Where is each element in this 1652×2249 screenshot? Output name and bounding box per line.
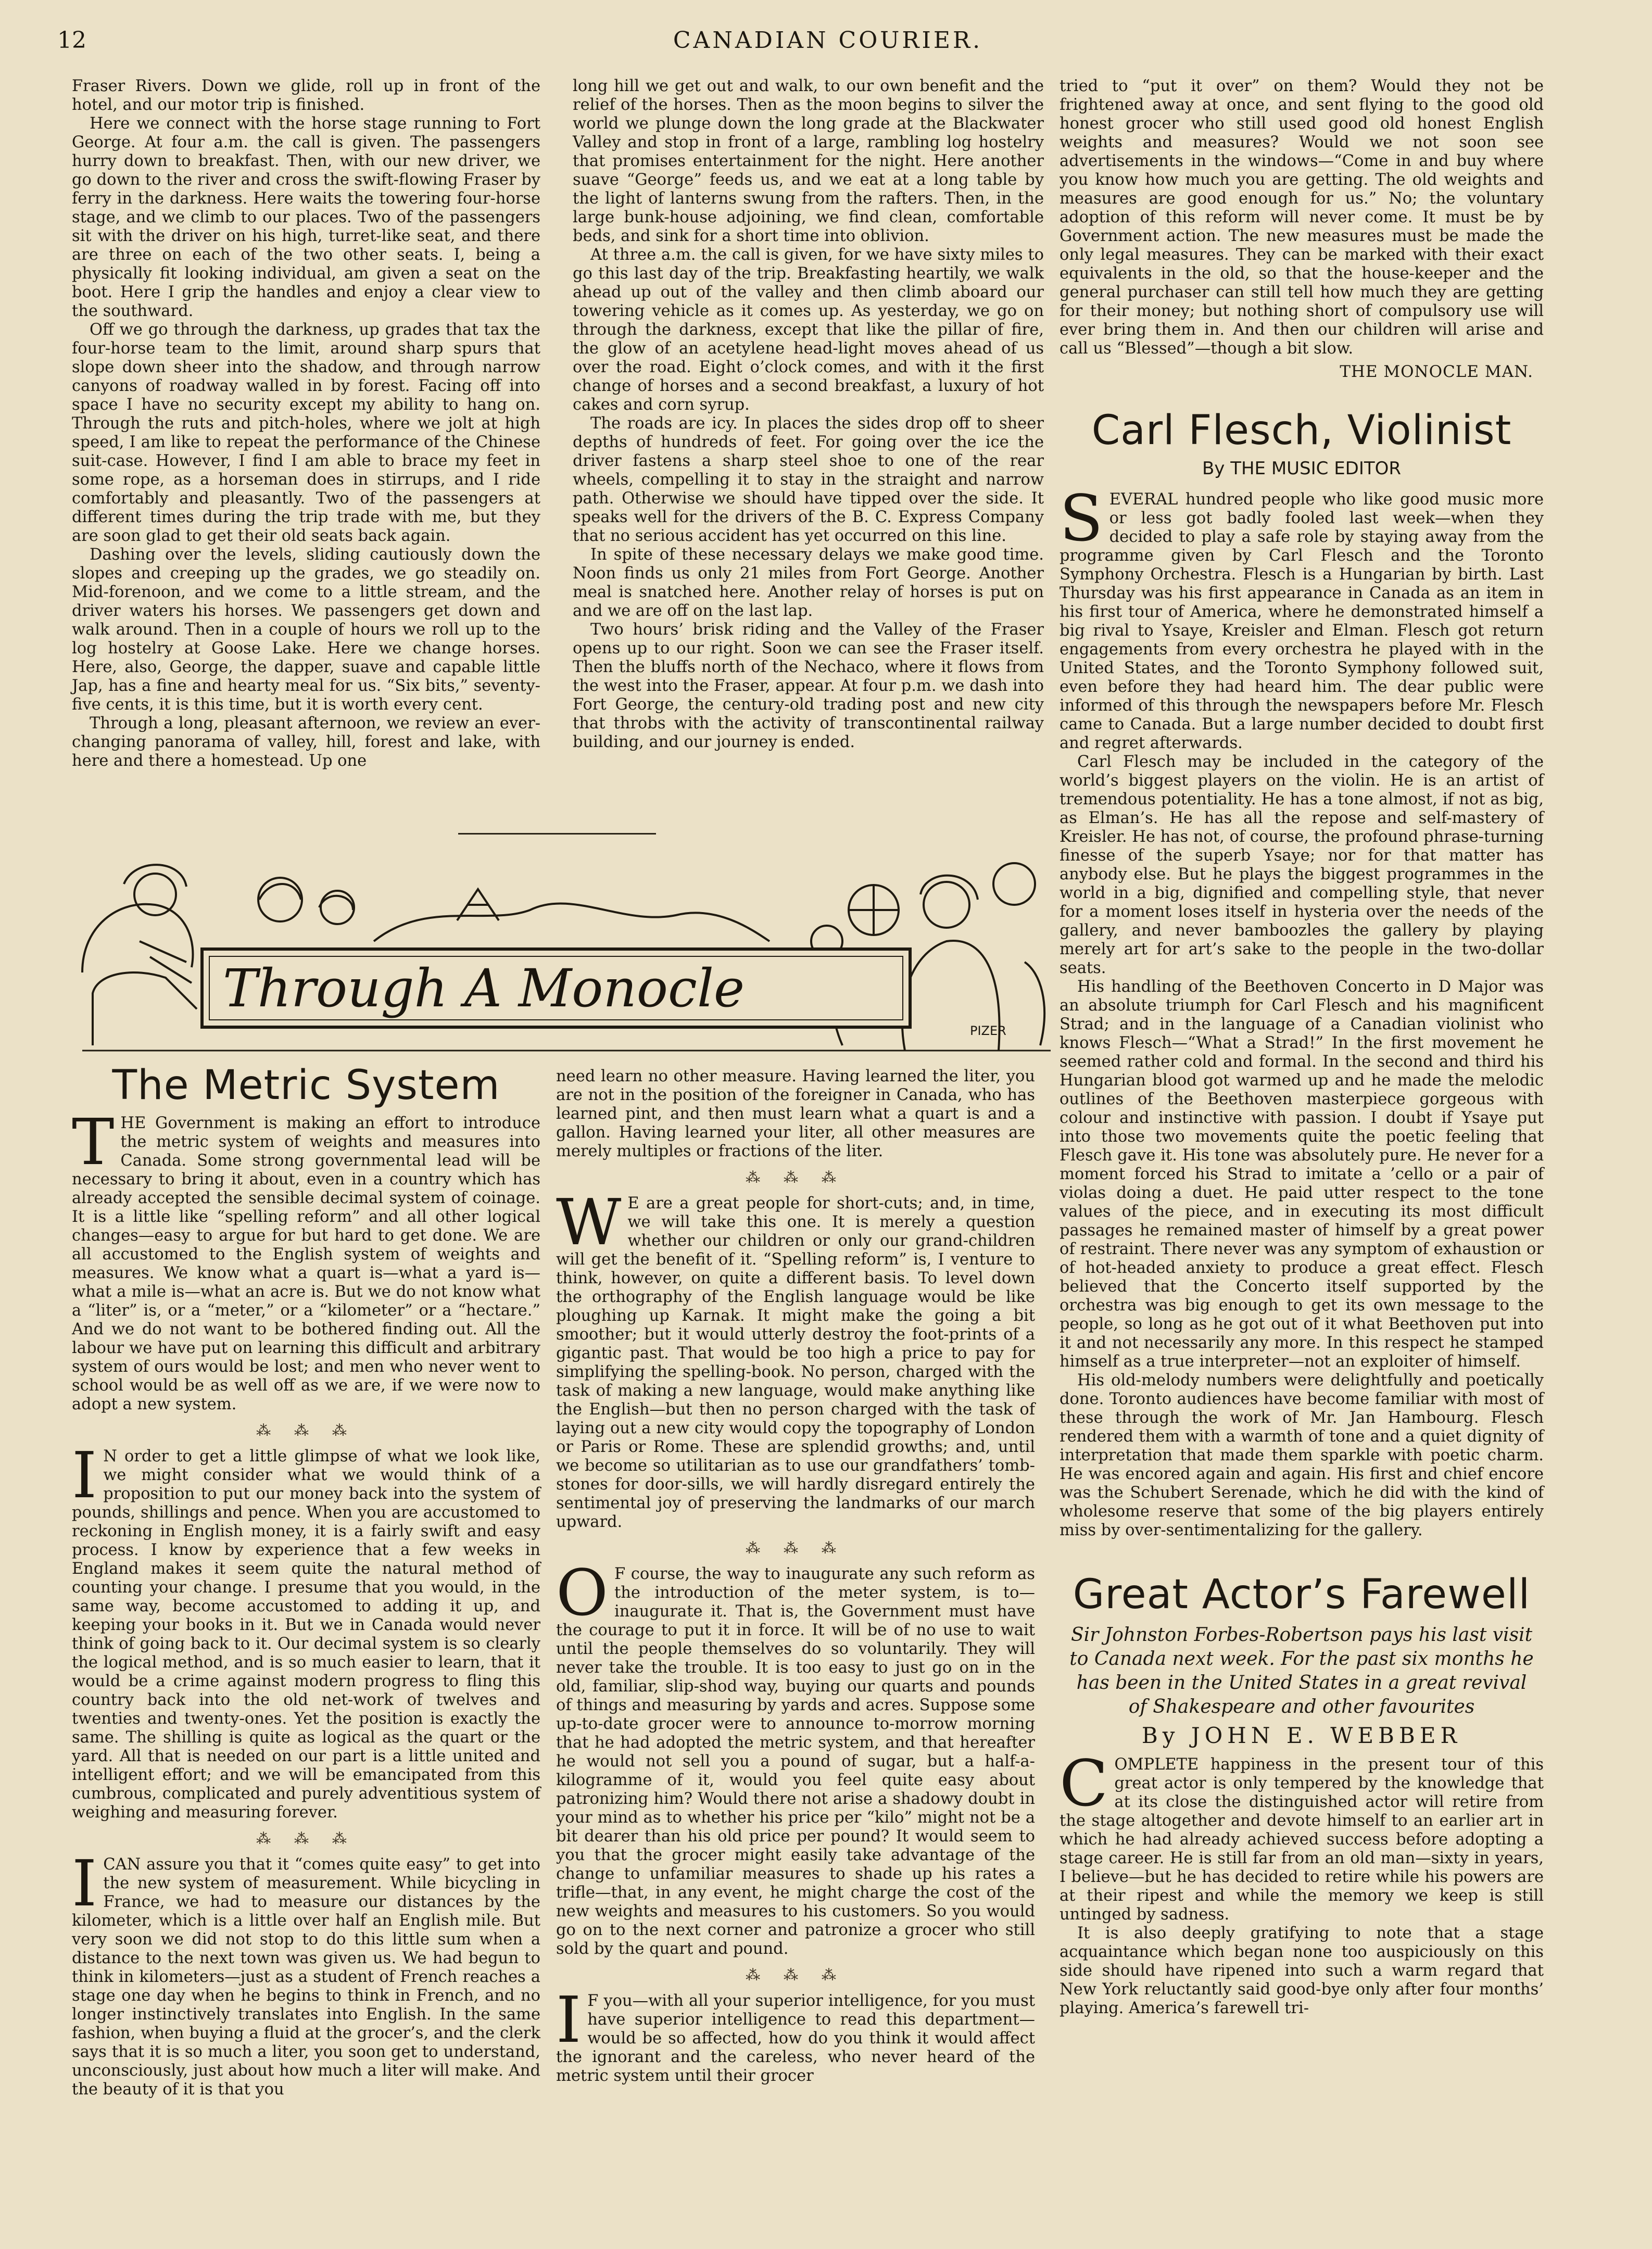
page-header — [57, 27, 1598, 58]
paragraph: I CAN assure you that it “comes quite easy” to get into the new system of measurement. While bicycling in France, we had to measure our distances by the kilometer, which is a little over half an English mile. But very soon we did not stop to do this little sum when a distance to the next town was given us. We had begun to think in kilometers—just as a student of French reaches a stage one day when he begins to think in French, and no longer instinctively translates into English. In the same fashion, when buying a fluid at the grocer’s, and the clerk says that it is so much a liter, you soon get to understand, unconsciously, just about how much a liter will make. And the beauty of it is that you — [72, 1847, 540, 2099]
page-number: 12 — [57, 27, 86, 54]
drop-cap: I — [72, 1438, 97, 1512]
paragraph: Off we go through the darkness, up grades that tax the four-horse team to the limit, around sharp spurs that slope down sheer into the shadow, and through narrow canyons of roadway walled in by forest. Facing off into space I have no security except my ability to hang on. Through the ruts and pitch-holes, where we jolt at high speed, I am like to repeat the performance of the Chinese suit-case. However, I find I am able to brace my feet in some rope, as a horseman does in stirrups, and I ride comfortably and pleasantly. Two of the passengers at different times during the trip trade with me, but they are soon glad to get their old seats back again. — [72, 321, 540, 545]
paragraph: Carl Flesch may be included in the category of the world’s biggest players on the violin. He is an artist of tremendous potentiality. He has a tone almost, if not as big, as Elman’s. He has all the repose and self-mastery of Kreisler. He has not, of course, the profound phrase-turning finesse of the superb Ysaye; nor for that matter has anybody else. But he plays the biggest programmes in the world in a big, dignified and compelling style, that never for a moment loses itself in hysteria over the needs of the gallery, and never bamboozles the gallery by playing merely art for art’s sake to the people in the two-dollar seats. — [1060, 753, 1544, 977]
paragraph: I N order to get a little glimpse of what we look like, we might consider what we would think of a proposition to put our money back into the system of pounds, shillings and pence. When you are accustomed to reckoning in English money, it is a fairly swift and easy process. I know by experience that a few weeks in England makes it seem quite the natural method of counting your change. I presume that you would, in the same way, become accustomed to adding it up, and keeping your books in it. But we in Canada would never think of going back to it. Our decimal system is so clearly the logical method, and is so much easier to learn, that it would be a crime against modern progress to fling this country back into the old net-work of twelves and twenties and twenty-ones. Yet the position is exactly the same. The shilling is quite as logical as the quart or the yard. All that is needed on our part is a little united and intelligent effort; and we will be emancipated from this cumbrous, complicated and purely adventitious system of weighing and measuring forever. — [72, 1438, 540, 1822]
section-ornament: ⁂ ⁂ ⁂ — [256, 1830, 356, 1847]
paragraph: His handling of the Beethoven Concerto in D Major was an absolute triumph for Carl Flesch and his magnificent Strad; and in the language of a Canadian violinist who knows Flesch—“What a Strad!” In the first movement he seemed rather cold and formal. In the second and third his Hungarian blood got warmed up and he made the melodic outlines of the Beethoven masterpiece gorgeous with colour and instinctive with passion. I doubt if Ysaye put into those two movements quite the poetic feeling that Flesch gave it. His tone was absolutely pure. He never for a moment forced his Strad to imitate a ’cello or a pair of violas doing a duet. He paid utter respect to the tone values of the piece, and in executing its most difficult passages he remained master of himself by a great power of restraint. There never was any symptom of exhaustion or of hot-headed anxiety to produce a great effect. Flesch believed that the Concerto itself supported by the orchestra was big enough to get its own message to the people, so long as he got out of it what Beethoven put into it and not necessarily any more. In this respect he stamped himself as a true interpreter—not an exploiter of himself. — [1060, 978, 1544, 1371]
banner-title: Through A Monocle — [223, 958, 745, 1019]
travel-column-2 — [573, 77, 1044, 752]
section-ornament: ⁂ ⁂ ⁂ — [746, 1966, 846, 1983]
drop-cap: T — [72, 1105, 115, 1179]
metric-headline: The Metric System — [112, 1062, 500, 1109]
paragraph: Fraser Rivers. Down we glide, roll up in front of the hotel, and our motor trip is finished. — [72, 77, 540, 114]
paragraph: Here we connect with the horse stage running to Fort George. At four a.m. the call is given. The passengers hurry down to breakfast. Then, with our new driver, we go down to the river and cross the swift-flowing Fraser by ferry in the darkness. Here waits the towering four-horse stage, and we climb to our places. Two of the passengers sit with the driver on his high, turret-like seat, and there are three on each of the two other seats. I, being a physically fit looking individual, am given a seat on the boot. Here I grip the handles and enjoy a clear view to the southward. — [72, 115, 540, 320]
paragraph: In spite of these necessary delays we make good time. Noon finds us only 21 miles from Fort George. Another meal is snatched here. Another relay of horses is put on and we are off on the last lap. — [573, 546, 1044, 620]
flesch-byline: By THE MUSIC EDITOR — [1202, 458, 1402, 479]
actor-headline: Great Actor’s Farewell — [1073, 1571, 1531, 1618]
paragraph: O F course, the way to inaugurate any such reform as the introduction of the meter system, is to—inaugurate it. That is, the Government must have the courage to put it in force. It will be of no use to wait until the people themselves do so voluntarily. They will never take the trouble. It is too easy to just go on in the old, familiar, slip-shod way, buying our quarts and pounds of things and measuring by yards and acres. Suppose some up-to-date grocer were to announce to-morrow morning that he had adopted the metric system, and that hereafter he would not sell you a pound of sugar, but a half-a-kilogramme of it, would you feel quite easy about patronizing him? Would there not arise a shadowy doubt in your mind as to whether his price per “kilo” might not be a bit dearer than his old price per pound? It would seem to you that the grocer might easily take advantage of the change to unfamiliar measures to shade up his rates a trifle—that, in any event, he might charge the cost of the new weights and measures to his customers. So you would go on to the next corner and patronize a grocer who still sold by the quart and pound. — [556, 1556, 1035, 1958]
paragraph: Dashing over the levels, sliding cautiously down the slopes and creeping up the grades, we go steadily on. Mid-forenoon, and we come to a little stream, and the driver waters his horses. We passengers get down and walk around. Then in a couple of hours we roll up to the log hostelry at Goose Lake. Here we change horses. Here, also, George, the dapper, suave and capable little Jap, has a fine and hearty meal for us. “Six bits,” seventy-five cents, it is this time, but it is worth every cent. — [72, 546, 540, 714]
section-ornament: ⁂ ⁂ ⁂ — [256, 1422, 356, 1439]
drop-cap: I — [72, 1847, 97, 1921]
section-ornament: ⁂ ⁂ ⁂ — [746, 1169, 846, 1186]
drop-cap: W — [556, 1185, 622, 1259]
section-ornament: ⁂ ⁂ ⁂ — [746, 1539, 846, 1557]
artist-signature: PIZER — [970, 1024, 1006, 1038]
drop-cap: O — [556, 1556, 609, 1630]
drop-cap: C — [1060, 1747, 1108, 1821]
drop-cap: I — [556, 1983, 582, 2057]
paragraph: tried to “put it over” on them? Would they not be frightened away at once, and sent flying to the good old honest grocer who still used good old honest English weights and measures? Would we not soon see advertisements in the windows—“Come in and buy where you know how much you are getting. The old weights and measures are good enough for us.” No; the voluntary adoption of this reform will never come. It must be by Government action. The new measures must be made the only legal measures. They can be marked with their exact equivalents in the old, so that the house-keeper and the general purchaser can still tell how much they are getting for their money; but nothing short of compulsory use will ever bring them in. And then our children will arise and call us “Blessed”—though a bit slow. — [1060, 77, 1544, 358]
paragraph: COMPLETE happiness in the present tour of this great actor is only tempered by the knowledge that at its close the distinguished actor will retire from the stage altogether and devote himself to an earlier art in which he had already achieved success before adopting a stage career. He is still far from an old man—sixty in years, I believe—but he has decided to retire while his powers are at their ripest and while the memory we keep is still untinged by sadness. — [1060, 1747, 1544, 1924]
paragraph: I F you—with all your superior intelligence, for you must have superior intelligence to read this department—would be so affected, how do you think it would affect the ignorant and the careless, who never heard of the metric system until their grocer — [556, 1983, 1035, 2085]
drop-cap: S — [1060, 482, 1103, 555]
paragraph: long hill we get out and walk, to our own benefit and the relief of the horses. Then as the moon begins to silver the world we plunge down the long grade at the Blackwater Valley and stop in front of a large, rambling log hostelry that promises entertainment for the night. Here another suave “George” feeds us, and we eat at a long table by the light of lanterns swung from the rafters. Then, in the large bunk-house adjoining, we find clean, comfortable beds, and sink for a short time into oblivion. — [573, 77, 1044, 245]
metric-column-2 — [556, 1067, 1035, 2086]
actor-deck: Sir Johnston Forbes-Robertson pays his last visit to Canada next week. For the past six months he has been in the United States in a great revival of Shakespeare and other favourites — [1069, 1624, 1534, 1717]
publication-title: CANADIAN COURIER. — [673, 27, 983, 54]
paragraph: THE Government is making an effort to introduce the metric system of weights and measures into Canada. Some strong governmental lead will be necessary to bring it about, even in a country which has already accepted the sensible decimal system of coinage. It is a little like “spelling reform” and all other logical changes—easy to argue for but hard to get done. We are all accustomed to the English system of weights and measures. We know what a quart is—what a yard is—what a mile is—what an acre is. But we do not know what a “liter” is, or a “meter,” or a “kilometer” or a “hectare.” And we do not want to be bothered finding out. All the labour we have put on learning this difficult and arbitrary system of ours would be lost; and men who never went to school would be as well off as we are, if we were now to adopt a new system. — [72, 1105, 540, 1413]
paragraph: need learn no other measure. Having learned the liter, you are not in the position of the foreigner in Canada, who has learned pint, and then must learn what a quart is and a gallon. Having learned your liter, all other measures are merely multiples or fractions of the liter. — [556, 1067, 1035, 1160]
travel-column-1 — [72, 77, 540, 770]
metric-column-1 — [72, 1062, 540, 2099]
flesch-headline: Carl Flesch, Violinist — [1091, 407, 1512, 454]
paragraph: At three a.m. the call is given, for we have sixty miles to go this last day of the trip. Breakfasting heartily, we walk ahead up out of the valley and then climb aboard our towering vehicle as it comes up. As yesterday, we go on through the darkness, except that like the pillar of fire, the glow of an acetylene head-light moves ahead of us over the road. Eight o’clock comes, and with it the first change of horses and a second breakfast, a luxury of hot cakes and corn syrup. — [573, 246, 1044, 414]
paragraph: His old-melody numbers were delightfully and poetically done. Toronto audiences have become familiar with most of these through the work of Mr. Jan Hambourg. Flesch rendered them with a warmth of tone and a quiet dignity of interpretation that made them sparkle with poetic charm. He was encored again and again. His first and chief encore was the Schubert Serenade, which he did with the kind of wholesome reserve that some of the big players entirely miss by over-sentimentalizing for the gallery. — [1060, 1371, 1544, 1539]
paragraph: Through a long, pleasant afternoon, we review an ever-changing panorama of valley, hill, forest and lake, with here and there a homestead. Up one — [72, 714, 540, 770]
right-column — [1060, 77, 1544, 2018]
monocle-signature: THE MONOCLE MAN. — [1340, 362, 1533, 381]
paragraph: W E are a great people for short-cuts; and, in time, we will take this one. It is merely a question whether our children or only our grand-children will get the benefit of it. “Spelling reform” is, I venture to think, however, on quite a different basis. To level down the orthography of the English language would be like ploughing up Karnak. It might make the going a bit smoother; but it would utterly destroy the foot-prints of a gigantic past. That would be too high a price to pay for simplifying the spelling-book. No person, charged with the task of making a new language, would make anything like the English—but then no person charged with the task of laying out a new city would copy the topography of London or Paris or Rome. These are splendid growths; and, until we become so utilitarian as to use our grandfathers’ tomb-stones for door-sills, we will hardly disregard entirely the sentimental joy of preserving the landmarks of our march upward. — [556, 1185, 1035, 1531]
paragraph: SEVERAL hundred people who like good music more or less got badly fooled last week—when they decided to play a safe role by staying away from the programme given by Carl Flesch and the Toronto Symphony Orchestra. Flesch is a Hungarian by birth. Last Thursday was his first appearance in Canada as an item in his first tour of America, where he demonstrated himself a big rival to Ysaye, Kreisler and Elman. Flesch got return engagements from every orchestra he played with in the United States, and the Toronto Symphony followed suit, even before they had heard him. The dear public were informed of this through the newspapers before Mr. Flesch came to Canada. But a large number decided to doubt first and regret afterwards. — [1060, 482, 1544, 752]
paragraph: It is also deeply gratifying to note that a stage acquaintance which began none too auspiciously on this side should have ripened into such a warm regard that New York reluctantly said good-bye only after four months’ playing. America’s farewell tri- — [1060, 1924, 1544, 2017]
paragraph: The roads are icy. In places the sides drop off to sheer depths of hundreds of feet. For going over the ice the driver fastens a sharp steel shoe to one of the rear wheels, compelling it to stay in the straight and narrow path. Otherwise we should have tipped over the side. It speaks well for the drivers of the B. C. Express Company that no serious accident has yet occurred on this line. — [573, 414, 1044, 545]
paragraph: Two hours’ brisk riding and the Valley of the Fraser opens up to our right. Soon we can see the Fraser itself. Then the bluffs north of the Nechaco, where it flows from the west into the Fraser, appear. At four p.m. we dash into Fort George, the century-old trading post and new city that throbs with the activity of transcontinental railway building, and our journey is ended. — [573, 621, 1044, 751]
through-a-monocle-banner — [61, 837, 1071, 1056]
column-rule — [458, 833, 656, 835]
actor-byline: By JOHN E. WEBBER — [1141, 1723, 1462, 1748]
